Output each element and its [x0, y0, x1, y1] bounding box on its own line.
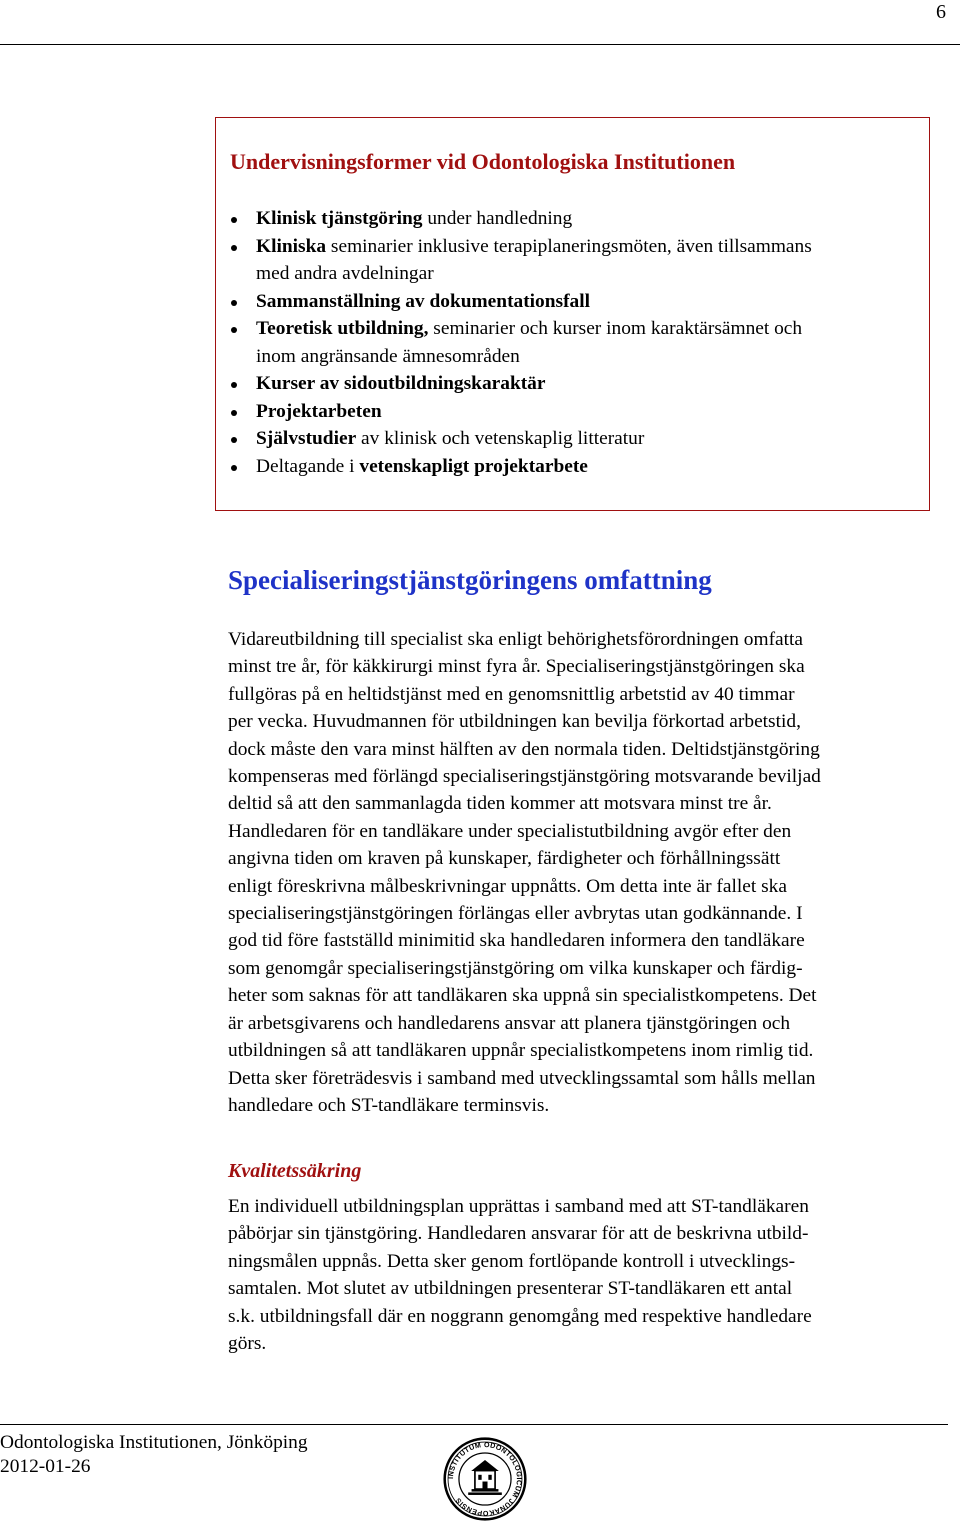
paragraph-line: En individuell utbildningsplan upprättas i samband med att ST-tandläkaren [228, 1196, 809, 1217]
teaching-forms-box [215, 117, 930, 511]
list-item-line: Projektarbeten [256, 400, 382, 422]
list-item-line: Klinisk tjänstgöring under handledning [256, 208, 573, 229]
list-item-line: Självstudier av klinisk och vetenskaplig litteratur [256, 428, 645, 449]
paragraph-line: handledare och ST-tandläkare terminsvis. [228, 1094, 550, 1116]
list-item [230, 453, 930, 481]
list-item-line: Kliniska seminarier inklusive terapiplaneringsmöten, även tillsammans [256, 235, 812, 257]
list-item-line: Sammanställning av dokumentationsfall [256, 290, 591, 312]
paragraph-line: samtalen. Mot slutet av utbildningen presenterar ST-tandläkaren ett antal [228, 1278, 793, 1300]
list-item [230, 315, 930, 370]
list-item [230, 288, 930, 316]
quality-paragraph [228, 1193, 933, 1357]
paragraph-line: specialiseringstjänstgöringen förlängas eller avbrytas utan godkännande. I [228, 903, 803, 925]
list-item [230, 398, 930, 426]
bullet-icon [231, 300, 237, 306]
paragraph-line: s.k. utbildningsfall där en noggrann genomgång med respektive handledare [228, 1305, 812, 1327]
paragraph-line: görs. [228, 1333, 267, 1355]
list-item-line: Kurser av sidoutbildningskaraktär [256, 373, 546, 394]
header-rule [0, 44, 960, 45]
list-item-line: Deltagande i vetenskapligt projektarbete [256, 455, 588, 477]
paragraph-line: deltid så att den sammanlagda tiden kommer att motsvara minst tre år. [228, 793, 772, 815]
list-item [230, 425, 930, 453]
paragraph-line: fullgöras på en heltidstjänst med en genomsnittlig arbetstid av 40 timmar [228, 683, 795, 705]
paragraph-line: angivna tiden om kraven på kunskaper, färdigheter och förhållningssätt [228, 848, 781, 870]
bullet-icon [231, 327, 237, 333]
paragraph-line: ningsmålen uppnås. Detta sker genom fortlöpande kontroll i utvecklings- [228, 1250, 796, 1272]
paragraph-line: Handledaren för en tandläkare under specialistutbildning avgör efter den [228, 820, 792, 842]
institution-seal-icon [443, 1437, 527, 1521]
teaching-forms-title: Undervisningsformer vid Odontologiska Institutionen [230, 149, 736, 174]
footer-info [0, 1431, 308, 1479]
paragraph-line: är arbetsgivarens och handledarens ansvar att planera tjänstgöringen och [228, 1012, 791, 1034]
paragraph-line: Vidareutbildning till specialist ska enligt behörighetsförordningen omfatta [228, 629, 804, 650]
list-item [230, 205, 930, 233]
paragraph-line: dock måste den vara minst hälften av den normala tiden. Deltidstjänstgöring [228, 738, 820, 760]
bullet-icon [231, 465, 237, 471]
paragraph-line: som genomgår specialiseringstjänstgöring om vilka kunskaper och färdig- [228, 957, 803, 979]
section-title: Specialiseringstjänstgöringens omfattning [228, 565, 712, 595]
paragraph-line: god tid före fastställd minimitid ska handledaren informera den tandläkare [228, 930, 805, 952]
scope-paragraph [228, 626, 933, 1119]
bullet-icon [231, 437, 237, 443]
seal-text: INSTITUTUM ODONTOLOGICUM JUNAKOPENSIS [447, 1440, 523, 1517]
footer-rule [0, 1424, 948, 1425]
paragraph-line: enligt föreskrivna målbeskrivningar uppnåtts. Om detta inte är fallet ska [228, 875, 787, 897]
footer-institution: Odontologiska Institutionen, Jönköping [0, 1432, 308, 1453]
footer-date: 2012-01-26 [0, 1456, 91, 1477]
quality-heading: Kvalitetssäkring [228, 1160, 362, 1182]
paragraph-line: kompenseras med förlängd specialiseringstjänstgöring motsvarande beviljad [228, 766, 821, 788]
bullet-icon [231, 382, 237, 388]
paragraph-line: utbildningen så att tandläkaren uppnår specialistkompetens inom rimlig tid. [228, 1040, 814, 1062]
paragraph-line: Detta sker företrädesvis i samband med utvecklingssamtal som hålls mellan [228, 1067, 816, 1089]
paragraph-line: påbörjar sin tjänstgöring. Handledaren ansvarar för att de beskrivna utbild- [228, 1223, 809, 1245]
bullet-icon [231, 245, 237, 251]
list-item-line: med andra avdelningar [256, 263, 434, 284]
list-item [230, 233, 930, 288]
list-item [230, 370, 930, 398]
bullet-icon [231, 410, 237, 416]
list-item-line: Teoretisk utbildning, seminarier och kurser inom karaktärsämnet och [256, 318, 803, 339]
page-number: 6 [936, 1, 946, 23]
paragraph-line: per vecka. Huvudmannen för utbildningen kan bevilja förkortad arbetstid, [228, 711, 801, 733]
paragraph-line: heter som saknas för att tandläkaren ska uppnå sin specialistkompetens. Det [228, 985, 817, 1007]
paragraph-line: minst tre år, för käkkirurgi minst fyra år. Specialiseringstjänstgöringen ska [228, 656, 805, 678]
list-item-line: inom angränsande ämnesområden [256, 345, 520, 367]
teaching-forms-list [230, 205, 930, 480]
bullet-icon [231, 217, 237, 223]
